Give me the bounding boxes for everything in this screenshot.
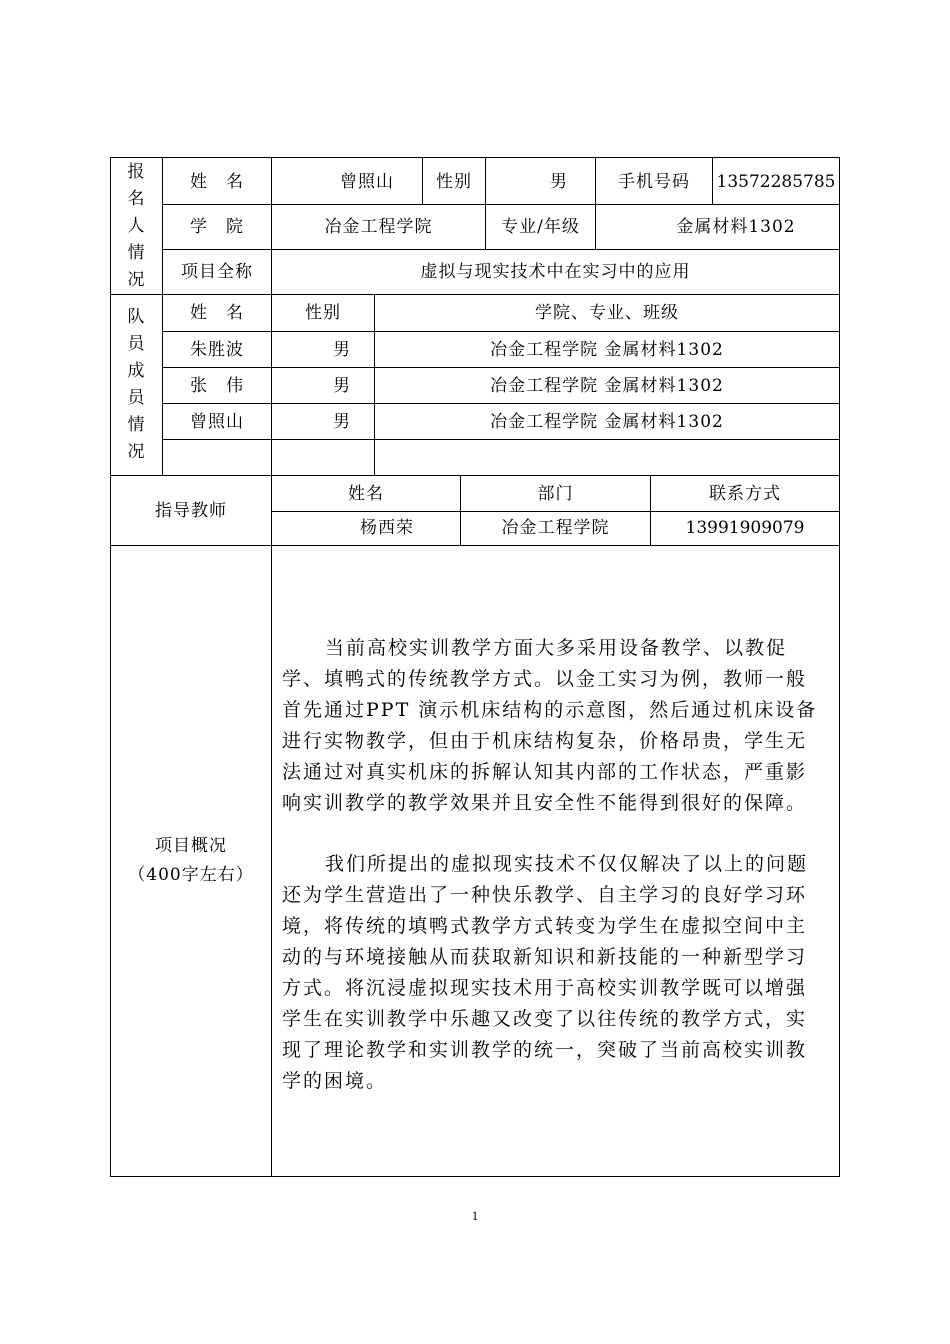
overview-label: 项目概况 (155, 836, 227, 856)
member-gender: 男 (333, 376, 351, 396)
advisor-contact: 13991909079 (685, 518, 805, 538)
member-info: 冶金工程学院 金属材料1302 (490, 340, 724, 360)
gender-value: 男 (550, 172, 568, 192)
overview-paragraph: 当前高校实训教学方面大多采用设备教学、以教促学、填鸭式的传统教学方式。以金工实习为例，教师一般首先通过PPT 演示机床结构的示意图，然后通过机床设备进行实物教学，但由于机床结构复杂，价格昂贵，学生无法通过对真实机床的拆解认知其内部的工作状态，严重影响实训教学的教学效果并且安全性不能得到很好的保障。 (282, 637, 818, 814)
team-section-label: 队 员 成 员 情 况 (127, 307, 145, 462)
applicant-section-label: 报 名 人 情 况 (127, 162, 145, 290)
row-divider (162, 204, 839, 205)
member-info: 冶金工程学院 金属材料1302 (490, 376, 724, 396)
row-divider (110, 294, 839, 295)
name-label: 姓 名 (190, 172, 244, 192)
row-divider (162, 331, 839, 332)
overview-sublabel: （400字左右） (128, 865, 254, 885)
phone-value: 13572285785 (716, 172, 836, 192)
member-name: 曾照山 (190, 412, 244, 432)
college-label: 学 院 (190, 217, 244, 237)
member-info: 冶金工程学院 金属材料1302 (490, 412, 724, 432)
member-gender: 男 (333, 412, 351, 432)
phone-label: 手机号码 (618, 172, 690, 192)
page-number: 1 (471, 1208, 479, 1223)
team-name-header: 姓 名 (190, 303, 244, 323)
college-value: 冶金工程学院 (324, 217, 433, 237)
advisor-dept-header: 部门 (537, 484, 574, 504)
row-divider (271, 511, 839, 512)
advisor-label: 指导教师 (155, 501, 227, 521)
member-name: 朱胜波 (190, 340, 244, 360)
advisor-dept: 冶金工程学院 (501, 518, 610, 538)
overview-paragraph: 我们所提出的虚拟现实技术不仅仅解决了以上的问题还为学生营造出了一种快乐教学、自主学习的良好学习环境，将传统的填鸭式教学方式转变为学生在虚拟空间中主动的与环境接触从而获取新知识和新技能的一种新型学习方式。将沉浸虚拟现实技术用于高校实训教学既可以增强学生在实训教学中乐趣又改变了以往传统的教学方式，实现了理论教学和实训教学的统一，突破了当前高校实训教学的困境。 (282, 853, 809, 1092)
member-gender: 男 (333, 340, 351, 360)
row-divider (110, 475, 839, 476)
row-divider (110, 545, 839, 546)
major-value: 金属材料1302 (676, 217, 796, 237)
gender-label: 性别 (436, 172, 472, 192)
member-name: 张 伟 (190, 376, 244, 396)
col-divider (485, 157, 486, 204)
row-divider (162, 367, 839, 368)
team-info-header: 学院、专业、班级 (535, 303, 679, 323)
major-label: 专业/年级 (501, 217, 580, 237)
col-divider (271, 157, 272, 1177)
name-value: 曾照山 (340, 172, 394, 192)
row-divider (162, 439, 839, 440)
project-label: 项目全称 (181, 262, 253, 282)
advisor-name: 杨西荣 (360, 518, 414, 538)
row-divider (162, 249, 839, 250)
project-value: 虚拟与现实技术中在实习中的应用 (420, 262, 691, 282)
row-divider (162, 403, 839, 404)
team-gender-header: 性别 (305, 303, 341, 323)
advisor-contact-header: 联系方式 (709, 484, 781, 504)
advisor-name-header: 姓名 (348, 484, 384, 504)
